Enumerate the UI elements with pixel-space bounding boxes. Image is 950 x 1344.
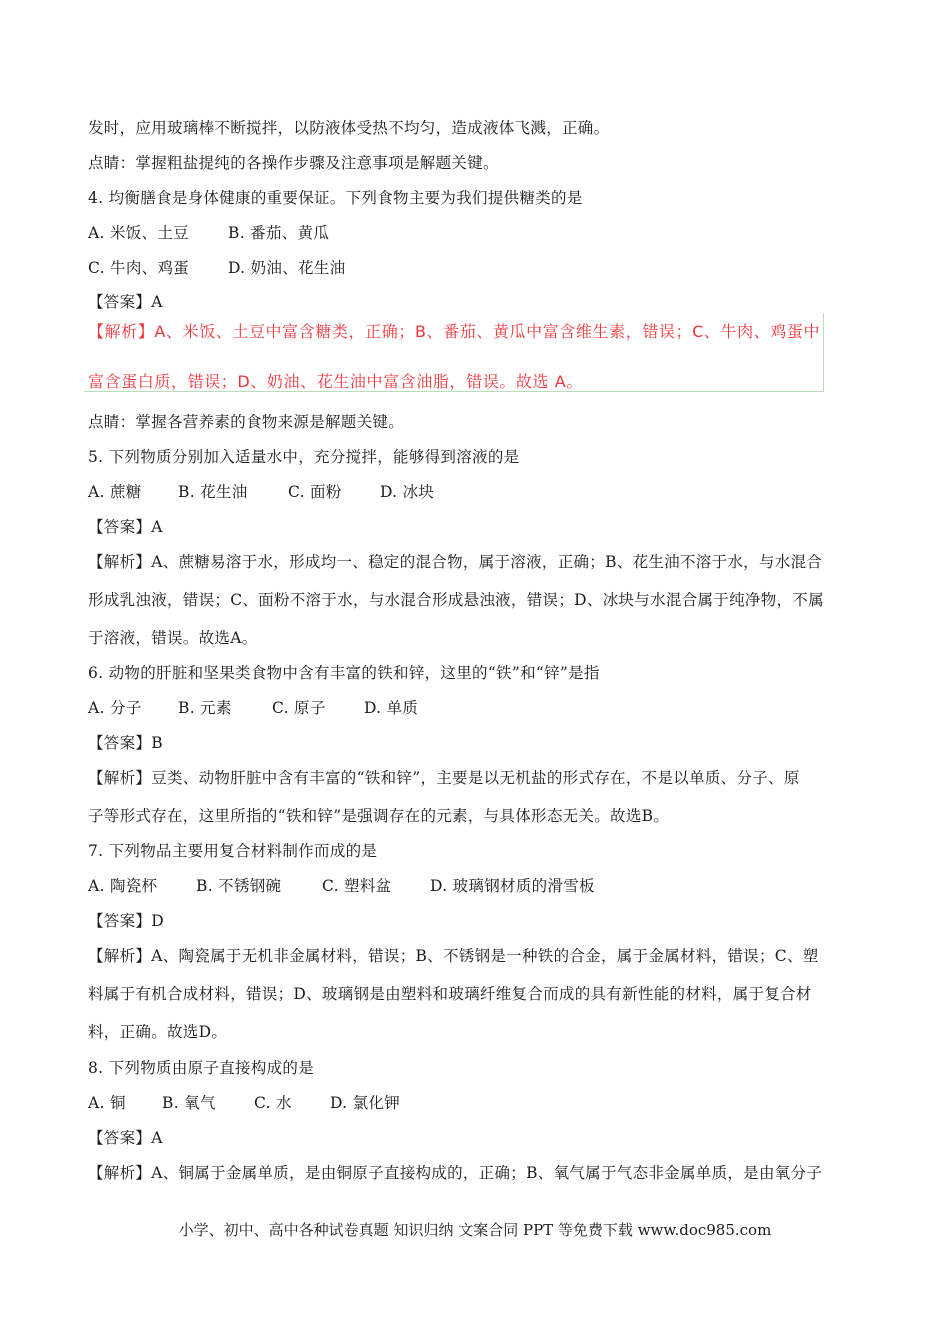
question-8-options — [88, 1093, 400, 1113]
explanation-4-line1: 【解析】A、米饭、土豆中富含糖类，正确；B、番茄、黄瓜中富含维生素，错误；C、牛肉、鸡蛋中 — [88, 322, 821, 341]
tip-line: 点睛：掌握粗盐提纯的各操作步骤及注意事项是解题关键。 — [88, 154, 499, 172]
option-c: C. 原子 — [272, 699, 326, 717]
question-5-options — [88, 482, 434, 502]
option-c: C. 面粉 — [288, 483, 342, 501]
option-c: C. 水 — [254, 1094, 292, 1112]
explanation-7-line2: 料属于有机合成材料，错误；D、玻璃钢是由塑料和玻璃纤维复合而成的具有新性能的材料，属于复合材 — [88, 985, 812, 1003]
answer-6: 【答案】B — [88, 734, 163, 752]
explanation-5-line1: 【解析】A、蔗糖易溶于水，形成均一、稳定的混合物，属于溶液，正确；B、花生油不溶于水，与水混合 — [88, 553, 823, 571]
question-5: 5. 下列物质分别加入适量水中，充分搅拌，能够得到溶液的是 — [88, 448, 520, 466]
page-footer: 小学、初中、高中各种试卷真题 知识归纳 文案合同 PPT 等免费下载 www.doc985.com — [178, 1221, 772, 1239]
option-a: A. 陶瓷杯 — [88, 877, 158, 895]
option-b: B. 元素 — [178, 699, 232, 717]
explanation-8-line1: 【解析】A、铜属于金属单质，是由铜原子直接构成的，正确；B、氧气属于气态非金属单质，是由氧分子 — [88, 1164, 823, 1182]
question-4: 4. 均衡膳食是身体健康的重要保证。下列食物主要为我们提供糖类的是 — [88, 189, 583, 207]
option-c: C. 塑料盆 — [322, 877, 392, 895]
option-c: C. 牛肉、鸡蛋 — [88, 259, 190, 277]
explanation-7-line1: 【解析】A、陶瓷属于无机非金属材料，错误；B、不锈钢是一种铁的合金，属于金属材料，错误；C、塑 — [88, 947, 819, 965]
question-7-options — [88, 876, 595, 896]
option-b: B. 花生油 — [178, 483, 248, 501]
option-a: A. 蔗糖 — [88, 483, 142, 501]
option-b: B. 氧气 — [162, 1094, 216, 1112]
question-8: 8. 下列物质由原子直接构成的是 — [88, 1059, 315, 1077]
option-d: D. 玻璃钢材质的滑雪板 — [430, 877, 595, 895]
explanation-4-line2: 富含蛋白质，错误；D、奶油、花生油中富含油脂，错误。故选 A。 — [88, 372, 583, 391]
question-4-options-row2 — [88, 258, 345, 278]
text-line: 发时，应用玻璃棒不断搅拌，以防液体受热不均匀，造成液体飞溅，正确。 — [88, 119, 610, 137]
question-6-options — [88, 698, 418, 718]
tip-4: 点睛：掌握各营养素的食物来源是解题关键。 — [88, 413, 405, 431]
option-d: D. 氯化钾 — [330, 1094, 401, 1112]
option-a: A. 铜 — [88, 1094, 126, 1112]
answer-8: 【答案】A — [88, 1129, 163, 1147]
explanation-7-line3: 料，正确。故选D。 — [88, 1023, 228, 1041]
option-a: A. 分子 — [88, 699, 142, 717]
question-7: 7. 下列物品主要用复合材料制作而成的是 — [88, 842, 378, 860]
explanation-5-line2: 形成乳浊液，错误；C、面粉不溶于水，与水混合形成悬浊液，错误；D、冰块与水混合属于纯净物，不属 — [88, 591, 824, 609]
option-a: A. 米饭、土豆 — [88, 224, 189, 242]
explanation-6-line2: 子等形式存在，这里所指的“铁和锌”是强调存在的元素，与具体形态无关。故选B。 — [88, 807, 670, 825]
question-6: 6. 动物的肝脏和坚果类食物中含有丰富的铁和锌，这里的“铁”和“锌”是指 — [88, 664, 600, 682]
answer-5: 【答案】A — [88, 518, 163, 536]
answer-7: 【答案】D — [88, 912, 164, 930]
answer-4: 【答案】A — [88, 293, 163, 311]
explanation-6-line1: 【解析】豆类、动物肝脏中含有丰富的“铁和锌”，主要是以无机盐的形式存在，不是以单质、分子、原 — [88, 769, 800, 787]
option-b: B. 不锈钢碗 — [196, 877, 282, 895]
option-d: D. 奶油、花生油 — [228, 259, 346, 277]
question-4-options-row1 — [88, 223, 329, 243]
option-d: D. 冰块 — [380, 483, 435, 501]
option-d: D. 单质 — [364, 699, 419, 717]
explanation-5-line3: 于溶液，错误。故选A。 — [88, 629, 258, 647]
option-b: B. 番茄、黄瓜 — [228, 224, 330, 242]
